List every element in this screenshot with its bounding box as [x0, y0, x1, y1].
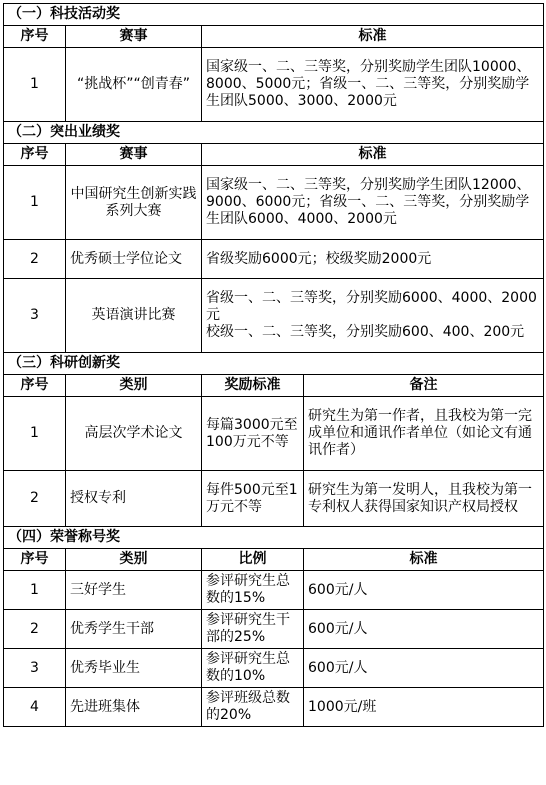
- header-cell: 类别: [66, 375, 202, 397]
- category-cell: 三好学生: [66, 571, 202, 610]
- event-cell: “挑战杯”“创青春”: [66, 48, 202, 122]
- header-row: [4, 26, 544, 48]
- note-cell: 研究生为第一发明人，且我校为第一专利权人获得国家知识产权局授权: [304, 471, 544, 527]
- reward-cell: 每件500元至1万元不等: [202, 471, 304, 527]
- table-row: [4, 279, 544, 353]
- standard-cell: [202, 279, 544, 353]
- header-cell: 备注: [304, 375, 544, 397]
- row-number: 1: [4, 166, 66, 240]
- section-title: （三）科研创新奖: [4, 353, 544, 375]
- header-row: [4, 549, 544, 571]
- standard-cell: 1000元/班: [304, 688, 544, 727]
- reward-cell: 每篇3000元至100万元不等: [202, 397, 304, 471]
- table-row: [4, 610, 544, 649]
- note-cell: 研究生为第一作者，且我校为第一完成单位和通讯作者单位（如论文有通讯作者）: [304, 397, 544, 471]
- table-row: [4, 397, 544, 471]
- ratio-cell: 参评研究生干部的25%: [202, 610, 304, 649]
- header-cell: 类别: [66, 549, 202, 571]
- row-number: 2: [4, 610, 66, 649]
- table-row: [4, 166, 544, 240]
- ratio-cell: 参评研究生总数的15%: [202, 571, 304, 610]
- award-table: [3, 3, 544, 727]
- standard-cell: 600元/人: [304, 649, 544, 688]
- row-number: 3: [4, 649, 66, 688]
- row-number: 1: [4, 48, 66, 122]
- header-cell: 赛事: [66, 144, 202, 166]
- row-number: 1: [4, 571, 66, 610]
- header-row: [4, 144, 544, 166]
- category-cell: 高层次学术论文: [66, 397, 202, 471]
- header-cell: 赛事: [66, 26, 202, 48]
- header-cell: 序号: [4, 144, 66, 166]
- table-row: [4, 649, 544, 688]
- header-cell: 比例: [202, 549, 304, 571]
- standard-line: 校级一、二、三等奖，分别奖励600、400、200元: [206, 324, 525, 340]
- table-row: [4, 688, 544, 727]
- category-cell: 优秀学生干部: [66, 610, 202, 649]
- category-cell: 授权专利: [66, 471, 202, 527]
- event-cell: 优秀硕士学位论文: [66, 240, 202, 279]
- standard-cell: 国家级一、二、三等奖，分别奖励学生团队10000、8000、5000元；省级一、二、三等奖，分别奖励学生团队5000、3000、2000元: [202, 48, 544, 122]
- document-page: [0, 3, 544, 783]
- standard-line: 省级一、二、三等奖，分别奖励6000、4000、2000元: [206, 290, 537, 323]
- standard-cell: 国家级一、二、三等奖，分别奖励学生团队12000、9000、6000元；省级一、二、三等奖，分别奖励学生团队6000、4000、2000元: [202, 166, 544, 240]
- row-number: 2: [4, 471, 66, 527]
- header-cell: 奖励标准: [202, 375, 304, 397]
- row-number: 2: [4, 240, 66, 279]
- event-cell: 中国研究生创新实践系列大赛: [66, 166, 202, 240]
- section-row: [4, 122, 544, 144]
- table-row: [4, 48, 544, 122]
- event-cell: 英语演讲比赛: [66, 279, 202, 353]
- category-cell: 优秀毕业生: [66, 649, 202, 688]
- row-number: 3: [4, 279, 66, 353]
- section-title: （二）突出业绩奖: [4, 122, 544, 144]
- standard-cell: 600元/人: [304, 610, 544, 649]
- row-number: 4: [4, 688, 66, 727]
- header-cell: 标准: [202, 26, 544, 48]
- header-cell: 序号: [4, 375, 66, 397]
- header-cell: 序号: [4, 26, 66, 48]
- row-number: 1: [4, 397, 66, 471]
- section-row: [4, 353, 544, 375]
- header-cell: 序号: [4, 549, 66, 571]
- section-row: [4, 4, 544, 26]
- header-cell: 标准: [304, 549, 544, 571]
- section-row: [4, 527, 544, 549]
- table-row: [4, 571, 544, 610]
- section-title: （一）科技活动奖: [4, 4, 544, 26]
- ratio-cell: 参评班级总数的20%: [202, 688, 304, 727]
- table-row: [4, 471, 544, 527]
- header-row: [4, 375, 544, 397]
- header-cell: 标准: [202, 144, 544, 166]
- ratio-cell: 参评研究生总数的10%: [202, 649, 304, 688]
- table-row: [4, 240, 544, 279]
- section-title: （四）荣誉称号奖: [4, 527, 544, 549]
- standard-cell: 省级奖励6000元；校级奖励2000元: [202, 240, 544, 279]
- standard-cell: 600元/人: [304, 571, 544, 610]
- category-cell: 先进班集体: [66, 688, 202, 727]
